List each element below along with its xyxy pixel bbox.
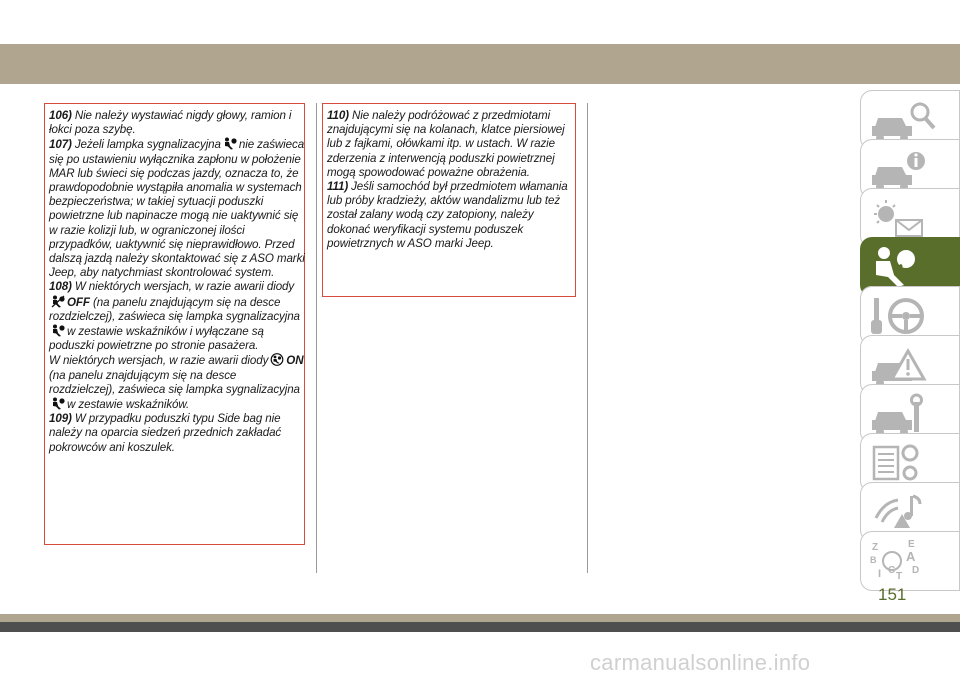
note-text: w zestawie wskaźników i wyłączane są poduszki powietrzne po stronie pasażera. [49,325,264,353]
document-gear-icon [868,439,948,487]
index-letter: B [870,555,877,565]
column-divider [587,103,588,573]
index-letter: E [908,539,915,550]
watermark: carmanualsonline.info [590,650,811,675]
note-text: nie zaświeca się po ustawieniu wyłącznika zapłonu w położenie MAR lub świeci się podczas jazdy, oznacza to, że prawdopodobnie wystąpiła anomalia w systemach bezpieczeństwa; w takiej sytuacji poduszki powietrzne lub napinacze mogą nie uaktywnić się w razie kolizji lub, w ograniczonej ilości przypadków, uaktywnić się nieprawidłowo. Przed dalszą jazdą należy skontaktować się z ASO marki Jeep, aby natychmiast skontrolować system. [49,138,305,280]
tab-index[interactable] [860,531,960,591]
note-111 [327,180,575,251]
off-label: OFF [67,295,90,309]
airbag-warning-icon [51,397,65,410]
airbag-warning-icon [223,137,237,150]
notes-column-left [49,109,305,455]
passenger-airbag-icon [51,295,65,308]
note-text: W niektórych wersjach, w razie awarii diody [49,354,269,368]
light-envelope-icon [868,194,948,242]
note-number: 106) [49,109,72,122]
note-text: W niektórych wersjach, w razie awarii diody [74,280,295,294]
airbag-warning-icon [51,324,65,337]
key-steering-wheel-icon [868,292,948,340]
note-text: (na panelu znajdującym się na desce rozdzielczej), zaświeca się lampka sygnalizacyjna [49,368,300,396]
note-number: 107) [49,138,72,152]
note-107 [49,137,305,280]
index-letter: Z [872,542,879,553]
note-text: Nie należy podróżować z przedmiotami znajdującymi się na kolanach, klatce piersiowej lub z fajkami, ołówkami itp. w ustach. W razie zderzenia z interwencją poduszki powietrznej mogą spowodować poważne obrażenia. [327,109,565,179]
page-number: 151 [878,585,907,604]
index-letter: I [878,568,882,580]
top-header-band [0,44,960,84]
passenger-airbag-on-icon [270,353,284,366]
note-108 [49,280,305,353]
index-letter: C [888,565,896,576]
note-number: 109) [49,412,72,426]
note-number: 108) [49,280,72,294]
media-note-icon [868,488,948,536]
note-109 [49,412,305,455]
bottom-band-dark [0,622,960,632]
note-106 [49,109,305,137]
note-108-continued [49,353,305,412]
column-divider [316,103,317,573]
note-number: 111) [327,180,349,194]
note-text: Jeśli samochód był przedmiotem włamania lub próby kradzieży, aktów wandalizmu lub też został zalany wodą czy zatopiony, należy dokonać weryfikacji systemu poduszek powietrznych w ASO marki Jeep. [327,180,568,250]
note-text: (na panelu znajdującym się na desce rozdzielczej), zaświeca się lampka sygnalizacyjna [49,295,300,323]
note-number: 110) [327,109,349,122]
note-text: Jeżeli lampka sygnalizacyjna [74,138,221,152]
index-letter: T [896,571,903,582]
index-letters-icon [868,537,948,585]
note-text: W przypadku poduszki typu Side bag nie należy na oparcia siedzeń przednich zakładać pokrowców ani koszulek. [49,412,282,454]
car-warning-triangle-icon [868,341,948,389]
index-letter: D [912,565,920,576]
note-text: Nie należy wystawiać nigdy głowy, ramion i łokci poza szybę. [49,109,292,137]
notes-column-right [327,109,575,251]
index-letter: A [906,549,916,564]
car-info-icon [868,145,948,193]
note-110 [327,109,575,180]
on-label: ON [286,354,304,368]
airbag-person-icon [868,243,948,291]
car-magnifier-icon [868,96,948,144]
car-wrench-icon [868,390,948,438]
note-text: w zestawie wskaźników. [67,398,190,412]
